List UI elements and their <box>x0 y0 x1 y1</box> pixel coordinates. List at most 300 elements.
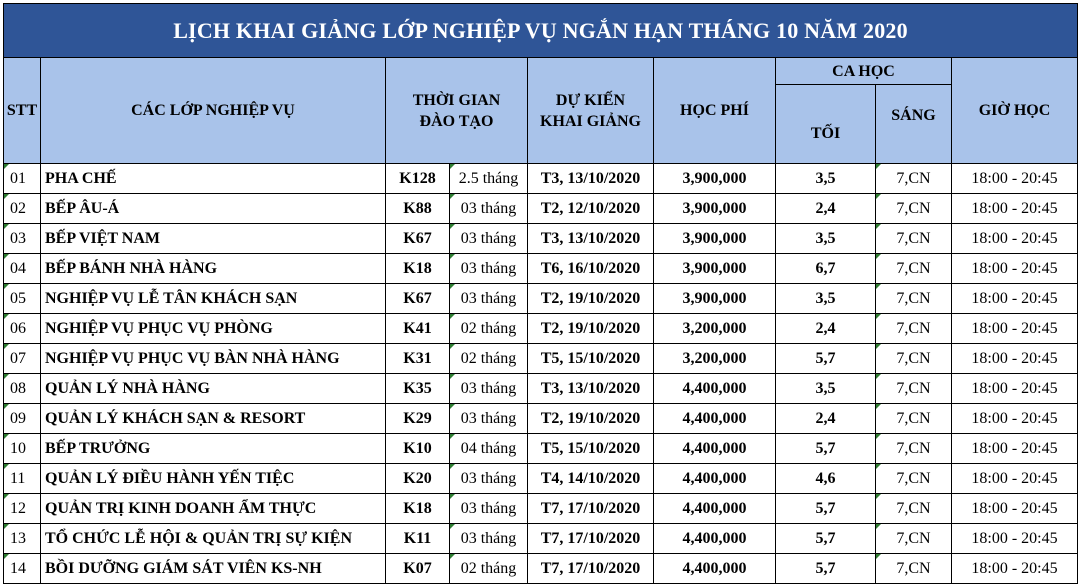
cell-morning-days-text: 7,CN <box>896 529 931 547</box>
cell-hours-text: 18:00 - 20:45 <box>971 199 1058 217</box>
cell-fee-text: 4,400,000 <box>682 499 747 517</box>
cell-fee-text: 3,200,000 <box>682 349 747 367</box>
cell-evening-days-text: 3,5 <box>815 379 836 397</box>
cell-hours[interactable] <box>952 164 1078 194</box>
cell-evening-days[interactable] <box>776 194 876 224</box>
cell-start-date[interactable] <box>528 374 654 404</box>
cell-morning-days[interactable] <box>876 194 952 224</box>
cell-hours[interactable] <box>952 254 1078 284</box>
cell-evening-days[interactable] <box>776 524 876 554</box>
cell-hours[interactable] <box>952 284 1078 314</box>
cell-class-code[interactable] <box>386 434 450 464</box>
cell-duration-text: 03 tháng <box>460 229 517 247</box>
cell-duration[interactable] <box>450 254 528 284</box>
cell-stt-text: 11 <box>10 469 26 487</box>
cell-class-code-text: K67 <box>403 289 432 307</box>
cell-start-date[interactable] <box>528 164 654 194</box>
cell-course[interactable] <box>41 314 386 344</box>
cell-hours-text: 18:00 - 20:45 <box>971 169 1058 187</box>
cell-course-text: QUẢN LÝ ĐIỀU HÀNH YẾN TIỆC <box>45 469 295 487</box>
comment-marker-icon <box>4 404 9 409</box>
cell-course-text: QUẢN LÝ KHÁCH SẠN & RESORT <box>45 409 306 427</box>
cell-start-date[interactable] <box>528 314 654 344</box>
cell-morning-days-text: 7,CN <box>896 259 931 277</box>
cell-course[interactable] <box>41 194 386 224</box>
cell-evening-days[interactable] <box>776 284 876 314</box>
cell-hours-text: 18:00 - 20:45 <box>971 379 1058 397</box>
cell-class-code[interactable] <box>386 494 450 524</box>
schedule-table <box>3 3 1078 584</box>
cell-stt[interactable] <box>4 224 41 254</box>
cell-course[interactable] <box>41 404 386 434</box>
comment-marker-icon <box>876 194 881 199</box>
header-start-line1: DỰ KIẾN <box>555 91 626 109</box>
cell-class-code-text: K18 <box>403 499 432 517</box>
cell-morning-days[interactable] <box>876 374 952 404</box>
cell-fee[interactable] <box>654 194 776 224</box>
cell-duration[interactable] <box>450 494 528 524</box>
cell-evening-days[interactable] <box>776 314 876 344</box>
cell-hours[interactable] <box>952 554 1078 584</box>
cell-stt[interactable] <box>4 434 41 464</box>
cell-class-code-text: K07 <box>403 559 432 577</box>
cell-course-text: QUẢN LÝ NHÀ HÀNG <box>45 379 210 397</box>
cell-stt[interactable] <box>4 254 41 284</box>
cell-start-date[interactable] <box>528 194 654 224</box>
cell-fee-text: 4,400,000 <box>682 409 747 427</box>
header-duration-line2: ĐÀO TẠO <box>419 112 494 130</box>
cell-stt[interactable] <box>4 524 41 554</box>
cell-start-date[interactable] <box>528 404 654 434</box>
cell-duration-text: 03 tháng <box>460 409 517 427</box>
cell-morning-days-text: 7,CN <box>896 379 931 397</box>
header-evening-label: TỐI <box>810 124 841 142</box>
cell-evening-days[interactable] <box>776 374 876 404</box>
cell-duration-text: 03 tháng <box>460 469 517 487</box>
comment-marker-icon <box>876 284 881 289</box>
cell-fee-text: 4,400,000 <box>682 529 747 547</box>
cell-start-date[interactable] <box>528 254 654 284</box>
cell-class-code[interactable] <box>386 554 450 584</box>
cell-fee[interactable] <box>654 374 776 404</box>
cell-morning-days[interactable] <box>876 524 952 554</box>
comment-marker-icon <box>4 374 9 379</box>
cell-stt-text: 08 <box>10 379 26 397</box>
cell-hours[interactable] <box>952 524 1078 554</box>
cell-hours-text: 18:00 - 20:45 <box>971 319 1058 337</box>
cell-stt[interactable] <box>4 554 41 584</box>
comment-marker-icon <box>876 554 881 559</box>
cell-class-code[interactable] <box>386 224 450 254</box>
cell-start-date-text: T2, 12/10/2020 <box>540 199 641 217</box>
cell-start-date-text: T7, 17/10/2020 <box>540 529 641 547</box>
cell-hours[interactable] <box>952 404 1078 434</box>
cell-stt-text: 09 <box>10 409 26 427</box>
table-row <box>4 554 1078 584</box>
cell-stt[interactable] <box>4 464 41 494</box>
cell-morning-days[interactable] <box>876 254 952 284</box>
cell-class-code-text: K35 <box>403 379 432 397</box>
comment-marker-icon <box>4 284 9 289</box>
cell-fee[interactable] <box>654 254 776 284</box>
comment-marker-icon <box>450 494 455 499</box>
cell-duration-text: 03 tháng <box>460 259 517 277</box>
cell-course[interactable] <box>41 494 386 524</box>
cell-evening-days-text: 5,7 <box>815 499 836 517</box>
cell-class-code-text: K128 <box>399 169 436 187</box>
cell-start-date[interactable] <box>528 524 654 554</box>
comment-marker-icon <box>876 164 881 169</box>
cell-start-date-text: T3, 13/10/2020 <box>540 229 641 247</box>
cell-start-date-text: T2, 19/10/2020 <box>540 409 641 427</box>
cell-class-code-text: K31 <box>403 349 432 367</box>
cell-course-text: TỔ CHỨC LỄ HỘI & QUẢN TRỊ SỰ KIỆN <box>45 529 352 547</box>
comment-marker-icon <box>876 464 881 469</box>
comment-marker-icon <box>450 224 455 229</box>
cell-morning-days[interactable] <box>876 224 952 254</box>
cell-morning-days[interactable] <box>876 344 952 374</box>
cell-stt-text: 03 <box>10 229 26 247</box>
cell-duration-text: 2.5 tháng <box>458 169 519 187</box>
cell-fee[interactable] <box>654 434 776 464</box>
cell-stt[interactable] <box>4 194 41 224</box>
cell-evening-days[interactable] <box>776 224 876 254</box>
cell-morning-days-text: 7,CN <box>896 199 931 217</box>
cell-class-code[interactable] <box>386 524 450 554</box>
cell-class-code-text: K88 <box>403 199 432 217</box>
cell-stt-text: 06 <box>10 319 26 337</box>
comment-marker-icon <box>4 464 9 469</box>
cell-duration-text: 03 tháng <box>460 199 517 217</box>
cell-course[interactable] <box>41 524 386 554</box>
comment-marker-icon <box>4 254 9 259</box>
cell-fee[interactable] <box>654 554 776 584</box>
cell-fee[interactable] <box>654 524 776 554</box>
cell-hours[interactable] <box>952 434 1078 464</box>
cell-course-text: NGHIỆP VỤ LỄ TÂN KHÁCH SẠN <box>45 289 298 307</box>
cell-start-date-text: T3, 13/10/2020 <box>540 169 641 187</box>
cell-start-date[interactable] <box>528 434 654 464</box>
cell-start-date-text: T6, 16/10/2020 <box>540 259 641 277</box>
cell-start-date-text: T2, 19/10/2020 <box>540 319 641 337</box>
cell-start-date-text: T5, 15/10/2020 <box>540 349 641 367</box>
comment-marker-icon <box>4 554 9 559</box>
cell-class-code[interactable] <box>386 284 450 314</box>
cell-morning-days[interactable] <box>876 494 952 524</box>
header-start <box>528 58 654 164</box>
cell-stt[interactable] <box>4 344 41 374</box>
comment-marker-icon <box>876 224 881 229</box>
cell-fee[interactable] <box>654 404 776 434</box>
cell-course[interactable] <box>41 344 386 374</box>
cell-course[interactable] <box>41 164 386 194</box>
cell-stt-text: 10 <box>10 439 26 457</box>
cell-start-date[interactable] <box>528 464 654 494</box>
comment-marker-icon <box>450 464 455 469</box>
comment-marker-icon <box>450 194 455 199</box>
cell-class-code-text: K10 <box>403 439 432 457</box>
cell-hours[interactable] <box>952 464 1078 494</box>
comment-marker-icon <box>4 164 9 169</box>
cell-hours[interactable] <box>952 494 1078 524</box>
cell-duration[interactable] <box>450 224 528 254</box>
header-morning-label: SÁNG <box>891 106 936 124</box>
cell-stt[interactable] <box>4 284 41 314</box>
comment-marker-icon <box>450 524 455 529</box>
comment-marker-icon <box>876 344 881 349</box>
cell-stt[interactable] <box>4 374 41 404</box>
table-row <box>4 434 1078 464</box>
cell-class-code[interactable] <box>386 314 450 344</box>
cell-morning-days-text: 7,CN <box>896 469 931 487</box>
cell-evening-days-text: 3,5 <box>815 169 836 187</box>
cell-duration[interactable] <box>450 404 528 434</box>
cell-stt-text: 01 <box>10 169 26 187</box>
header-row-1 <box>4 58 1078 85</box>
cell-start-date[interactable] <box>528 344 654 374</box>
comment-marker-icon <box>876 254 881 259</box>
cell-course-text: QUẢN TRỊ KINH DOANH ẨM THỰC <box>45 499 317 517</box>
table-row <box>4 254 1078 284</box>
cell-morning-days[interactable] <box>876 434 952 464</box>
cell-fee-text: 4,400,000 <box>682 439 747 457</box>
cell-fee[interactable] <box>654 494 776 524</box>
cell-morning-days[interactable] <box>876 554 952 584</box>
comment-marker-icon <box>450 314 455 319</box>
header-stt: STT <box>4 58 41 164</box>
comment-marker-icon <box>450 344 455 349</box>
table-row <box>4 164 1078 194</box>
cell-class-code-text: K29 <box>403 409 432 427</box>
cell-evening-days-text: 5,7 <box>815 529 836 547</box>
cell-evening-days-text: 2,4 <box>815 199 836 217</box>
comment-marker-icon <box>4 194 9 199</box>
cell-course-text: BẾP BÁNH NHÀ HÀNG <box>45 259 218 277</box>
cell-duration-text: 02 tháng <box>460 559 517 577</box>
cell-morning-days[interactable] <box>876 284 952 314</box>
cell-evening-days[interactable] <box>776 164 876 194</box>
schedule-sheet <box>3 3 1077 577</box>
cell-evening-days[interactable] <box>776 464 876 494</box>
cell-fee-text: 3,200,000 <box>682 319 747 337</box>
header-start-line2: KHAI GIẢNG <box>540 112 641 130</box>
cell-start-date[interactable] <box>528 284 654 314</box>
cell-morning-days[interactable] <box>876 404 952 434</box>
cell-course[interactable] <box>41 374 386 404</box>
cell-duration-text: 03 tháng <box>460 289 517 307</box>
cell-morning-days-text: 7,CN <box>896 409 931 427</box>
cell-start-date-text: T4, 14/10/2020 <box>540 469 641 487</box>
cell-evening-days-text: 3,5 <box>815 289 836 307</box>
comment-marker-icon <box>4 494 9 499</box>
cell-class-code-text: K67 <box>403 229 432 247</box>
table-row <box>4 224 1078 254</box>
cell-evening-days[interactable] <box>776 554 876 584</box>
cell-class-code[interactable] <box>386 404 450 434</box>
cell-stt-text: 13 <box>10 529 26 547</box>
cell-fee[interactable] <box>654 284 776 314</box>
header-hours: GIỜ HỌC <box>952 58 1078 164</box>
comment-marker-icon <box>876 494 881 499</box>
cell-course-text: BẾP ÂU-Á <box>45 199 120 217</box>
cell-morning-days-text: 7,CN <box>896 169 931 187</box>
cell-hours[interactable] <box>952 374 1078 404</box>
cell-start-date-text: T3, 13/10/2020 <box>540 379 641 397</box>
cell-morning-days[interactable] <box>876 164 952 194</box>
cell-fee-text: 3,900,000 <box>682 259 747 277</box>
cell-stt[interactable] <box>4 494 41 524</box>
cell-hours-text: 18:00 - 20:45 <box>971 529 1058 547</box>
cell-stt-text: 05 <box>10 289 26 307</box>
cell-fee-text: 3,900,000 <box>682 169 747 187</box>
cell-class-code[interactable] <box>386 254 450 284</box>
cell-duration-text: 02 tháng <box>460 319 517 337</box>
cell-evening-days[interactable] <box>776 494 876 524</box>
cell-class-code[interactable] <box>386 164 450 194</box>
cell-fee[interactable] <box>654 464 776 494</box>
cell-stt[interactable] <box>4 314 41 344</box>
cell-class-code-text: K41 <box>403 319 432 337</box>
header-duration-line1: THỜI GIAN <box>412 91 501 109</box>
cell-course[interactable] <box>41 254 386 284</box>
header-fee: HỌC PHÍ <box>654 58 776 164</box>
cell-duration[interactable] <box>450 464 528 494</box>
cell-hours-text: 18:00 - 20:45 <box>971 349 1058 367</box>
cell-class-code-text: K20 <box>403 469 432 487</box>
comment-marker-icon <box>876 404 881 409</box>
cell-course[interactable] <box>41 554 386 584</box>
comment-marker-icon <box>4 434 9 439</box>
comment-marker-icon <box>876 314 881 319</box>
comment-marker-icon <box>876 374 881 379</box>
cell-duration[interactable] <box>450 314 528 344</box>
cell-hours-text: 18:00 - 20:45 <box>971 469 1058 487</box>
cell-duration[interactable] <box>450 524 528 554</box>
table-row <box>4 314 1078 344</box>
table-row <box>4 464 1078 494</box>
cell-evening-days-text: 2,4 <box>815 319 836 337</box>
cell-stt-text: 02 <box>10 199 26 217</box>
cell-class-code-text: K11 <box>403 529 432 547</box>
table-row <box>4 404 1078 434</box>
cell-duration[interactable] <box>450 194 528 224</box>
comment-marker-icon <box>4 224 9 229</box>
cell-class-code[interactable] <box>386 344 450 374</box>
cell-fee[interactable] <box>654 314 776 344</box>
cell-duration-text: 03 tháng <box>460 529 517 547</box>
cell-stt[interactable] <box>4 404 41 434</box>
cell-fee-text: 4,400,000 <box>682 469 747 487</box>
header-duration <box>386 58 528 164</box>
cell-stt-text: 04 <box>10 259 26 277</box>
cell-fee[interactable] <box>654 164 776 194</box>
cell-class-code[interactable] <box>386 194 450 224</box>
header-course: CÁC LỚP NGHIỆP VỤ <box>41 58 386 164</box>
cell-course-text: BẾP VIỆT NAM <box>45 229 160 247</box>
comment-marker-icon <box>450 254 455 259</box>
cell-course[interactable] <box>41 284 386 314</box>
cell-class-code[interactable] <box>386 464 450 494</box>
cell-duration[interactable] <box>450 284 528 314</box>
cell-evening-days[interactable] <box>776 434 876 464</box>
cell-duration[interactable] <box>450 374 528 404</box>
cell-hours[interactable] <box>952 344 1078 374</box>
cell-duration-text: 02 tháng <box>460 349 517 367</box>
cell-duration-text: 03 tháng <box>460 499 517 517</box>
cell-hours[interactable] <box>952 194 1078 224</box>
cell-fee-text: 3,900,000 <box>682 229 747 247</box>
cell-evening-days-text: 5,7 <box>815 559 836 577</box>
cell-course-text: NGHIỆP VỤ PHỤC VỤ BÀN NHÀ HÀNG <box>45 349 340 367</box>
cell-duration[interactable] <box>450 344 528 374</box>
cell-fee[interactable] <box>654 344 776 374</box>
cell-morning-days-text: 7,CN <box>896 559 931 577</box>
comment-marker-icon <box>450 404 455 409</box>
cell-stt-text: 14 <box>10 559 26 577</box>
cell-evening-days-text: 3,5 <box>815 229 836 247</box>
cell-start-date[interactable] <box>528 224 654 254</box>
cell-fee-text: 4,400,000 <box>682 379 747 397</box>
cell-hours-text: 18:00 - 20:45 <box>971 499 1058 517</box>
cell-duration-text: 03 tháng <box>460 379 517 397</box>
cell-start-date[interactable] <box>528 494 654 524</box>
cell-morning-days[interactable] <box>876 464 952 494</box>
schedule-body <box>4 164 1078 584</box>
cell-course[interactable] <box>41 464 386 494</box>
cell-duration[interactable] <box>450 434 528 464</box>
cell-evening-days[interactable] <box>776 404 876 434</box>
comment-marker-icon <box>450 554 455 559</box>
cell-start-date[interactable] <box>528 554 654 584</box>
cell-evening-days[interactable] <box>776 344 876 374</box>
title-row <box>4 4 1078 58</box>
cell-start-date-text: T2, 19/10/2020 <box>540 289 641 307</box>
comment-marker-icon <box>450 374 455 379</box>
header-morning <box>876 85 952 164</box>
table-row <box>4 284 1078 314</box>
cell-hours[interactable] <box>952 224 1078 254</box>
sheet-title: LỊCH KHAI GIẢNG LỚP NGHIỆP VỤ NGẮN HẠN THÁNG 10 NĂM 2020 <box>4 4 1078 58</box>
cell-morning-days-text: 7,CN <box>896 439 931 457</box>
cell-morning-days[interactable] <box>876 314 952 344</box>
table-row <box>4 494 1078 524</box>
cell-duration-text: 04 tháng <box>460 439 517 457</box>
cell-morning-days-text: 7,CN <box>896 289 931 307</box>
cell-evening-days-text: 4,6 <box>815 469 836 487</box>
table-row <box>4 374 1078 404</box>
cell-duration[interactable] <box>450 554 528 584</box>
cell-course[interactable] <box>41 434 386 464</box>
cell-course[interactable] <box>41 224 386 254</box>
cell-class-code[interactable] <box>386 374 450 404</box>
cell-stt[interactable] <box>4 164 41 194</box>
cell-course-text: BẾP TRƯỞNG <box>45 439 151 457</box>
cell-start-date-text: T5, 15/10/2020 <box>540 439 641 457</box>
cell-duration[interactable] <box>450 164 528 194</box>
comment-marker-icon <box>450 434 455 439</box>
comment-marker-icon <box>450 164 455 169</box>
header-session-group: CA HỌC <box>776 58 952 85</box>
cell-morning-days-text: 7,CN <box>896 229 931 247</box>
cell-hours-text: 18:00 - 20:45 <box>971 229 1058 247</box>
cell-stt-text: 12 <box>10 499 26 517</box>
cell-fee[interactable] <box>654 224 776 254</box>
cell-hours-text: 18:00 - 20:45 <box>971 409 1058 427</box>
cell-hours[interactable] <box>952 314 1078 344</box>
table-row <box>4 524 1078 554</box>
cell-evening-days[interactable] <box>776 254 876 284</box>
comment-marker-icon <box>4 314 9 319</box>
